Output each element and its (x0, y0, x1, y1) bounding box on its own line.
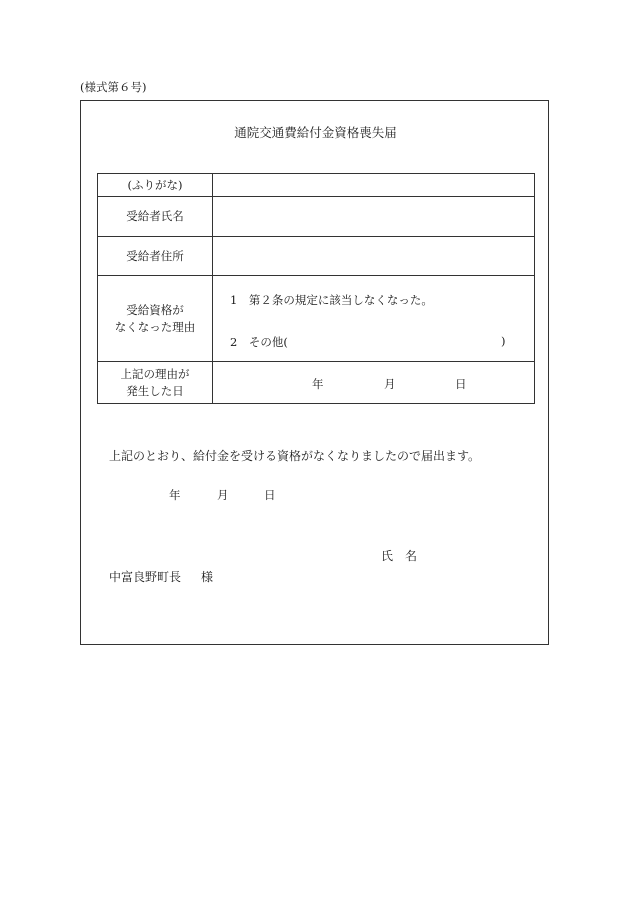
address-field[interactable] (213, 237, 535, 276)
form-title: 通院交通費給付金資格喪失届 (234, 125, 397, 140)
occurrence-year-label: 年 (312, 377, 324, 391)
application-table (97, 173, 535, 404)
submission-day-label: 日 (264, 488, 276, 502)
occurrence-date-label (98, 362, 213, 404)
signer-name-label: 氏 名 (381, 549, 418, 563)
reason-option-2[interactable]: 2 その他( (230, 335, 288, 349)
form-frame (80, 100, 549, 645)
reason-row (98, 276, 535, 362)
addressee-name: 中富良野町長 (109, 570, 182, 584)
reason-label-line1: 受給資格が (126, 302, 184, 317)
address-label: 受給者住所 (98, 237, 213, 276)
reason-option-2-close: ) (501, 334, 506, 348)
addressee-honorific: 様 (201, 570, 214, 584)
address-row (98, 237, 535, 276)
submission-year-label: 年 (169, 488, 181, 502)
reason-option-1[interactable]: 1 第２条の規定に該当しなくなった。 (230, 293, 433, 307)
furigana-field[interactable] (213, 174, 535, 197)
name-label: 受給者氏名 (98, 197, 213, 237)
furigana-row (98, 174, 535, 197)
occurrence-month-label: 月 (384, 377, 396, 391)
reason-label (98, 276, 213, 362)
form-number: (様式第６号) (80, 80, 147, 94)
addressee (109, 568, 213, 585)
occurrence-date-field[interactable] (213, 362, 535, 404)
furigana-label: (ふりがな) (98, 174, 213, 197)
reason-field[interactable] (213, 276, 535, 362)
statement-text: 上記のとおり、給付金を受ける資格がなくなりましたので届出ます。 (109, 449, 481, 463)
occurrence-date-label-line1: 上記の理由が (120, 366, 190, 381)
name-row (98, 197, 535, 237)
occurrence-date-label-line2: 発生した日 (126, 383, 184, 398)
occurrence-day-label: 日 (455, 377, 467, 391)
occurrence-date-row (98, 362, 535, 404)
name-field[interactable] (213, 197, 535, 237)
reason-label-line2: なくなった理由 (114, 319, 196, 334)
submission-month-label: 月 (217, 488, 229, 502)
